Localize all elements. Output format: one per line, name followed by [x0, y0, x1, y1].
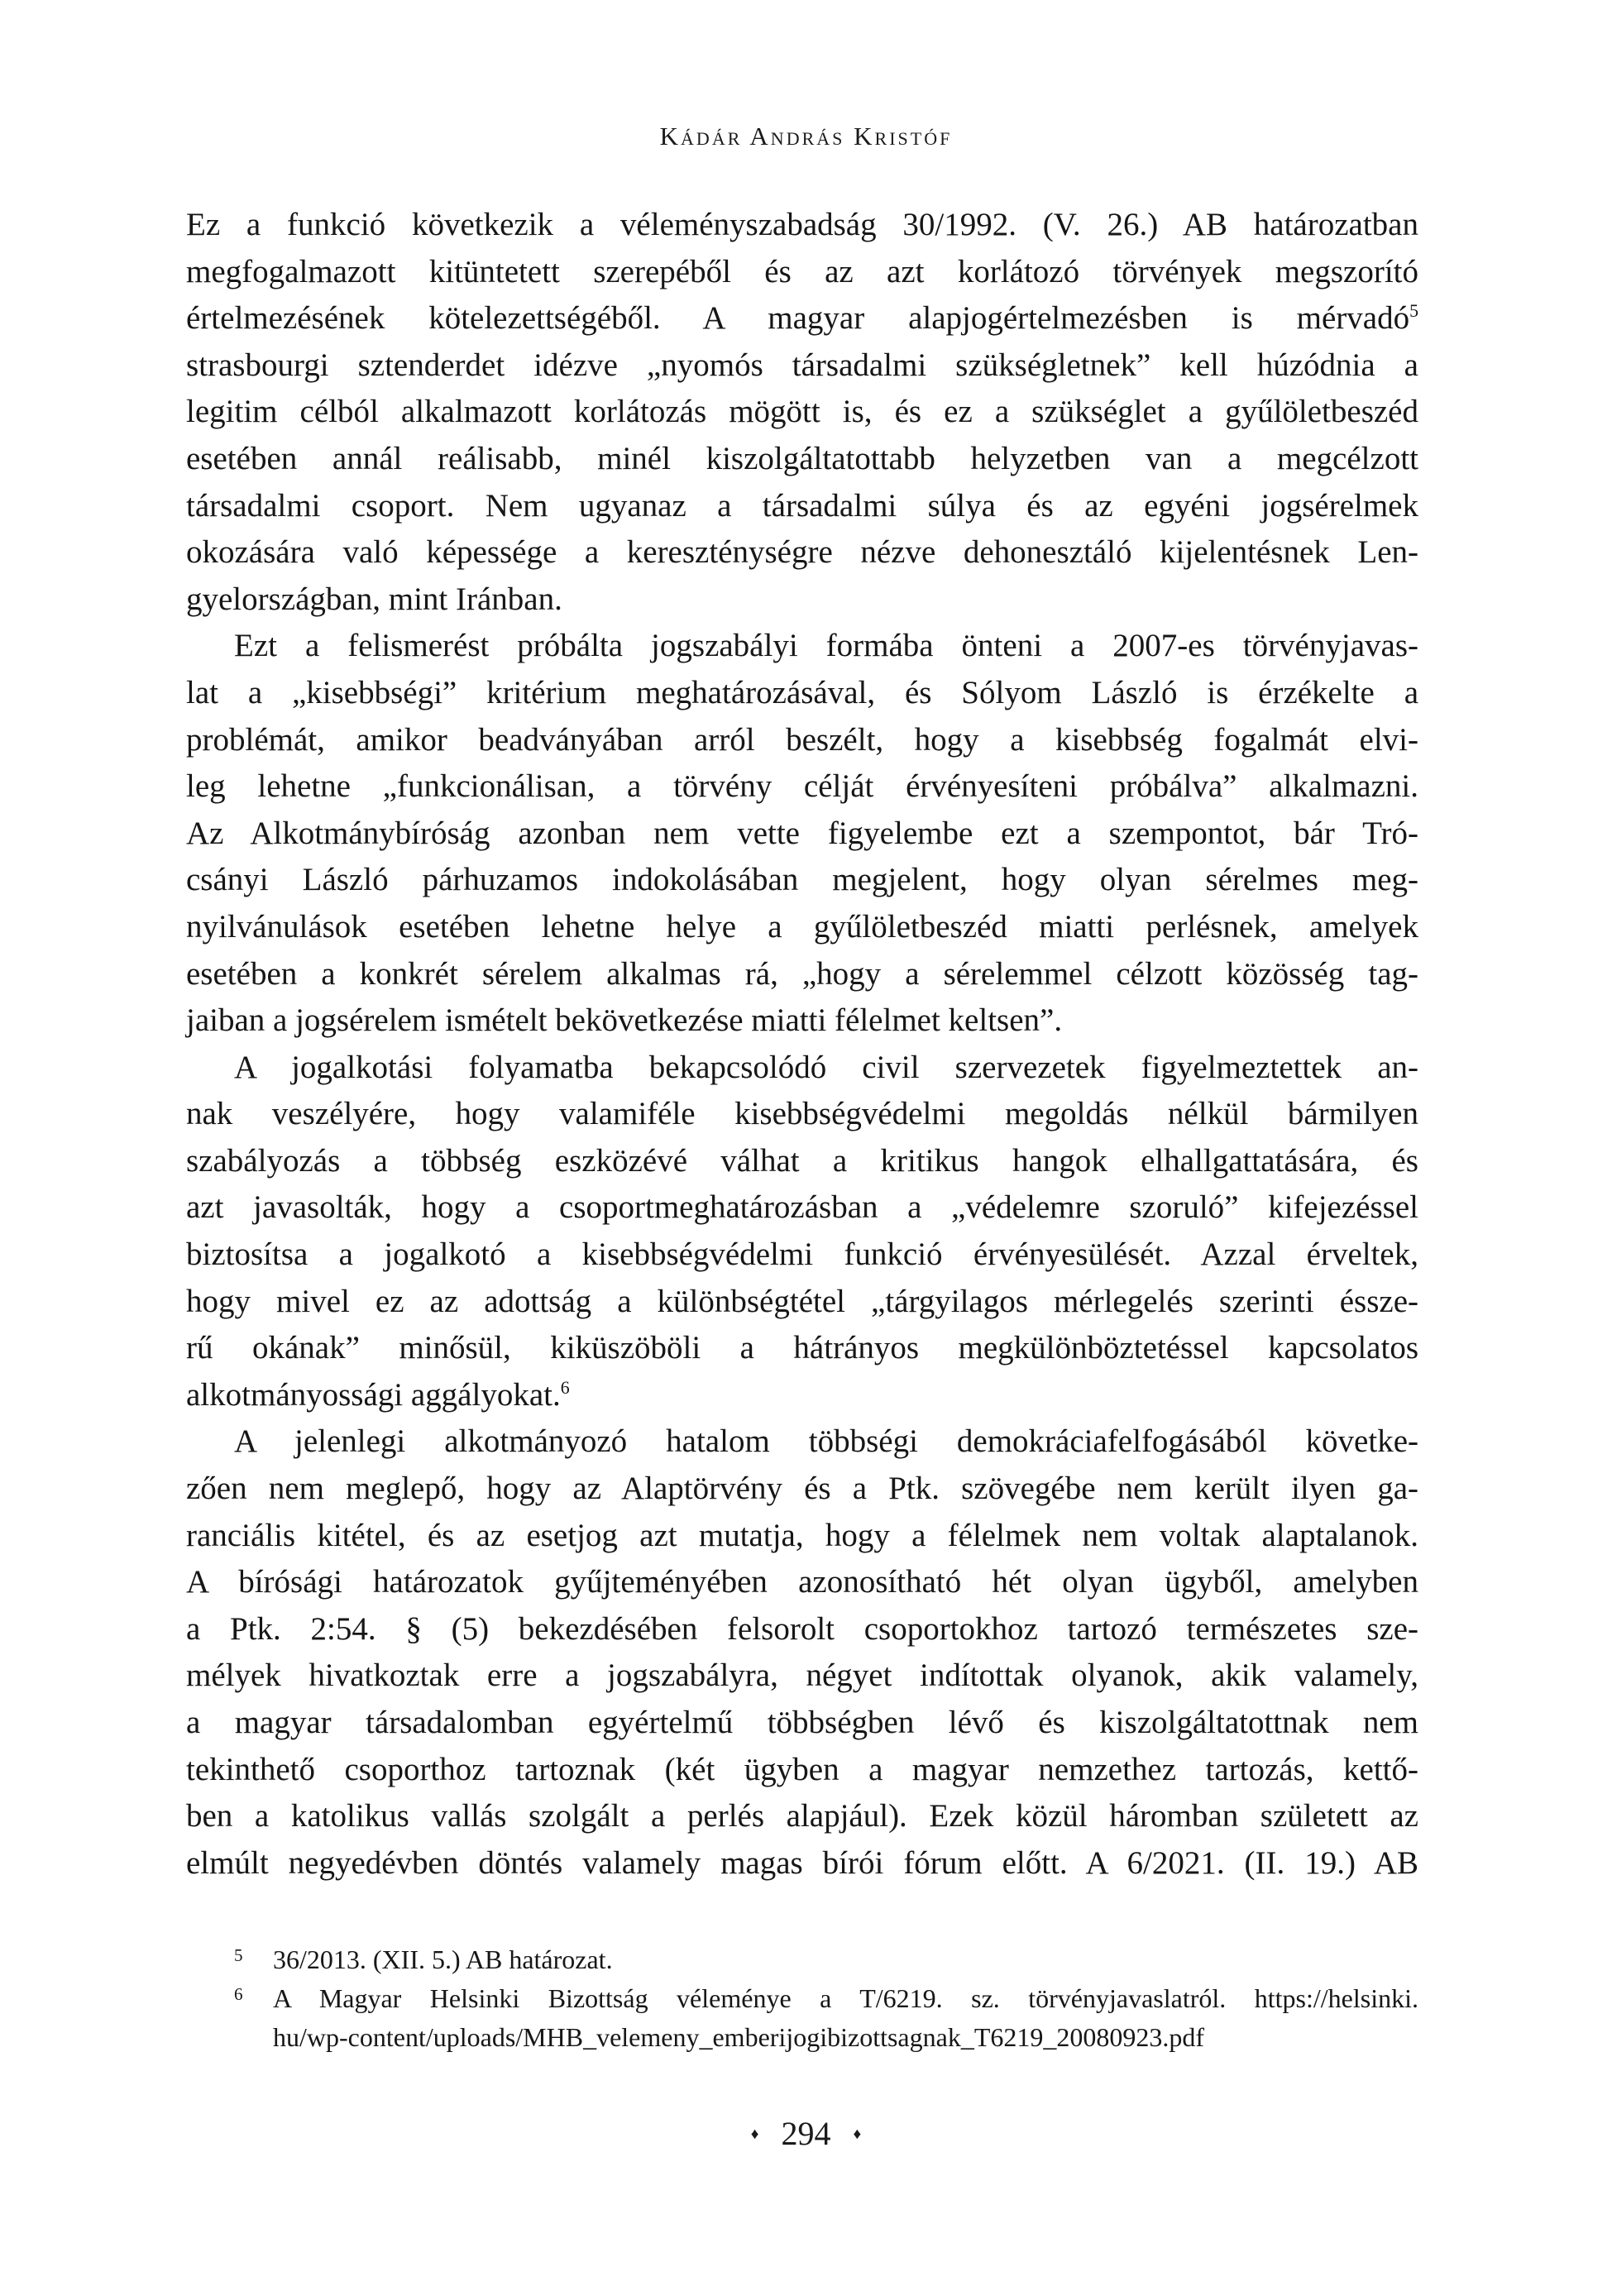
footnote-line: 36/2013. (XII. 5.) AB határozat. — [273, 1944, 613, 1974]
footnotes — [186, 1940, 1418, 2057]
page-header — [0, 122, 1612, 151]
text-line: csányi László párhuzamos indokolásában megjelent, hogy olyan sérelmes meg- — [186, 862, 1418, 898]
text-line: ben a katolikus vallás szolgált a perlés alapjául). Ezek közül háromban született az — [186, 1798, 1418, 1834]
text-line: leg lehetne „funkcionálisan, a törvény célját érvényesíteni próbálva” alkalmazni. — [186, 768, 1418, 805]
text-line: biztosítsa a jogalkotó a kisebbségvédelmi funkció érvényesülését. Azzal érveltek, — [186, 1236, 1418, 1273]
text-line: strasbourgi sztenderdet idézve „nyomós társadalmi szükségletnek” kell húzódnia a — [186, 347, 1418, 383]
text-line: szabályozás a többség eszközévé válhat a kritikus hangok elhallgattatására, és — [186, 1142, 1418, 1179]
text-line: A bírósági határozatok gyűjteményében azonosítható hét olyan ügyből, amelyben — [186, 1564, 1418, 1600]
footnote-ref: 6 — [560, 1377, 570, 1398]
text-line: legitim célból alkalmazott korlátozás mögött is, és ez a szükséglet a gyűlöletbeszéd — [186, 394, 1418, 430]
body-text — [186, 202, 1418, 1887]
text-line: gyelországban, mint Iránban. — [186, 581, 562, 617]
footnote — [186, 1940, 1418, 1979]
text-line: hogy mivel ez az adottság a különbségtétel „tárgyilagos mérlegelés szerinti éssze- — [186, 1283, 1418, 1319]
text-line: mélyek hivatkoztak erre a jogszabályra, négyet indítottak olyanok, akik valamely, — [186, 1657, 1418, 1694]
text-line: társadalmi csoport. Nem ugyanaz a társadalmi súlya és az egyéni jogsérelmek — [186, 487, 1418, 524]
text-line: problémát, amikor beadványában arról beszélt, hogy a kisebbség fogalmát elvi- — [186, 721, 1418, 758]
text-line: alkotmányossági aggályokat.$^6$ — [186, 1376, 570, 1413]
footnote-marker: 6 — [234, 1984, 243, 2004]
ornament-diamond-icon: ♦ — [750, 2126, 759, 2143]
text-line: elmúlt negyedévben döntés valamely magas bírói fórum előtt. A 6/2021. (II. 19.) AB — [186, 1844, 1418, 1881]
text-line: nyilvánulások esetében lehetne helye a gyűlöletbeszéd miatti perlésnek, amelyek — [186, 908, 1418, 945]
text-line: esetében a konkrét sérelem alkalmas rá, „hogy a sérelemmel célzott közösség tag- — [186, 955, 1418, 992]
text-line: nak veszélyére, hogy valamiféle kisebbségvédelmi megoldás nélkül bármilyen — [186, 1096, 1418, 1132]
footnote-text — [273, 1940, 1418, 1979]
text-line: a magyar társadalomban egyértelmű többségben lévő és kiszolgáltatottnak nem — [186, 1705, 1418, 1740]
text-line: rű okának” minősül, kiküszöböli a hátrányos megkülönböztetéssel kapcsolatos — [186, 1330, 1418, 1366]
text-line: zően nem meglepő, hogy az Alaptörvény és a Ptk. szövegébe nem került ilyen ga- — [186, 1471, 1418, 1507]
author-name: Kádár András Kristóf — [659, 122, 953, 151]
text-line: tekinthető csoporthoz tartoznak (két ügyben a magyar nemzethez tartozás, kettő- — [186, 1751, 1418, 1787]
text-line: megfogalmazott kitüntetett szerepéből és az azt korlátozó törvények megszorító — [186, 253, 1418, 289]
page-number: 294 — [781, 2115, 831, 2152]
footnote-line: A Magyar Helsinki Bizottság véleménye a T/6219. sz. törvényjavaslatról. https://helsinki. — [273, 1983, 1418, 2013]
page-footer — [0, 2114, 1612, 2153]
text-line: azt javasolták, hogy a csoportmeghatározásban a „védelemre szoruló” kifejezéssel — [186, 1189, 1418, 1226]
ornament-diamond-icon: ♦ — [853, 2126, 862, 2143]
text-line: Ezt a felismerést próbálta jogszabályi formába önteni a 2007-es törvényjavas- — [234, 628, 1418, 664]
text-line: ranciális kitétel, és az esetjog azt mutatja, hogy a félelmek nem voltak alaptalanok. — [186, 1517, 1418, 1553]
footnote — [186, 1979, 1418, 2057]
footnote-ref: 5 — [1409, 301, 1418, 322]
footnote-marker: 5 — [234, 1945, 243, 1965]
footnote-text — [273, 1979, 1418, 2057]
text-line: A jelenlegi alkotmányozó hatalom többségi demokráciafelfogásából követke- — [234, 1423, 1418, 1460]
text-line: jaiban a jogsérelem ismételt bekövetkezése miatti félelmet keltsen”. — [186, 1002, 1063, 1039]
footnote-line: hu/wp-content/uploads/MHB_velemeny_emberijogibizottsagnak_T6219_20080923.pdf — [273, 2022, 1205, 2052]
text-line: okozására való képessége a kereszténységre nézve dehonesztáló kijelentésnek Len- — [186, 534, 1418, 571]
text-line: esetében annál reálisabb, minél kiszolgáltatottabb helyzetben van a megcélzott — [186, 440, 1418, 476]
text-line: a Ptk. 2:54. § (5) bekezdésében felsorolt csoportokhoz tartozó természetes sze- — [186, 1610, 1418, 1647]
text-line: értelmezésének kötelezettségéből. A magyar alapjogértelmezésben is mérvadó$^5$ — [186, 300, 1418, 337]
text-line: Az Alkotmánybíróság azonban nem vette figyelembe ezt a szempontot, bár Tró- — [186, 815, 1418, 851]
text-line: lat a „kisebbségi” kritérium meghatározásával, és Sólyom László is érzékelte a — [186, 674, 1418, 710]
text-line: Ez a funkció következik a véleményszabadság 30/1992. (V. 26.) AB határozatban — [186, 207, 1418, 242]
text-line: A jogalkotási folyamatba bekapcsolódó civil szervezetek figyelmeztettek an- — [234, 1049, 1418, 1085]
